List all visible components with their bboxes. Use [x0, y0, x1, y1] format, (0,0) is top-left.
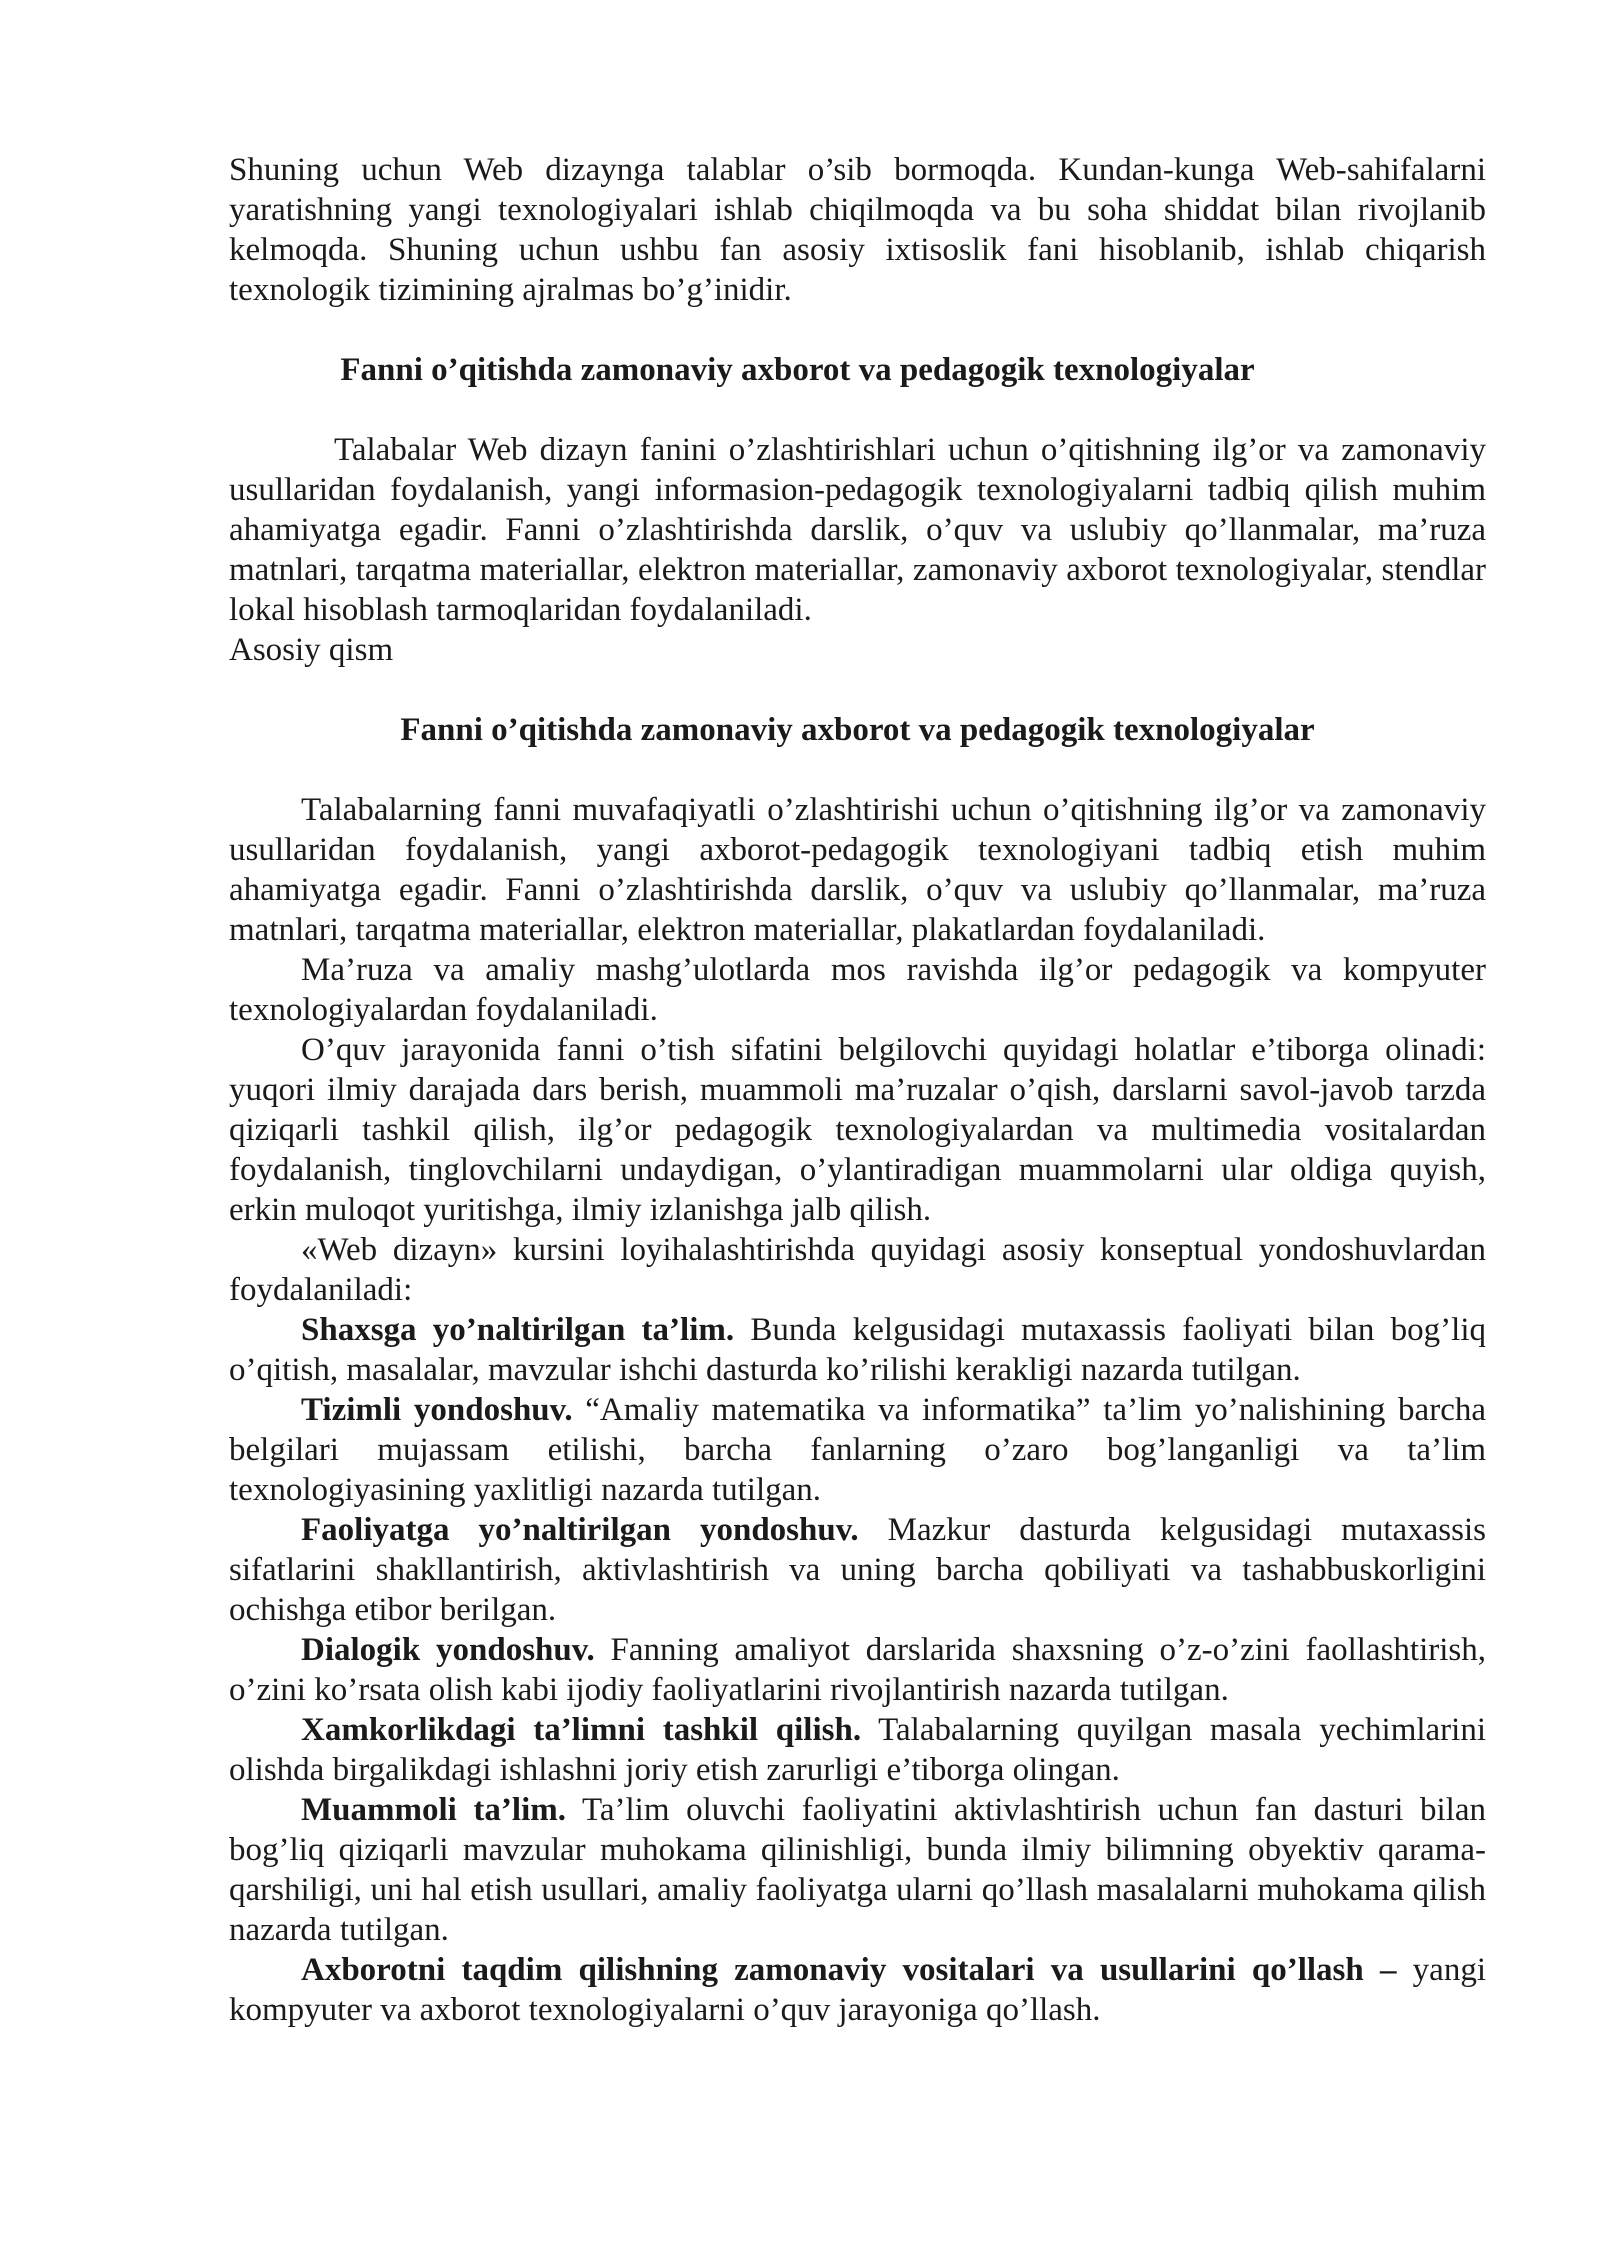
- document-page: [229, 150, 1486, 2030]
- approach-text: Fanning amaliyot darslarida shaxsning o’z-o’zini faollashtirish, o’zini ko’rsata olish kabi ijodiy faoliyatlarini rivojlantirish nazarda tutilgan.: [229, 1632, 1487, 1708]
- approach-term: Axborotni taqdim qilishning zamonaviy vositalari va usullarini qo’llash –: [301, 1952, 1397, 1988]
- section1-paragraph: Talabalar Web dizayn fanini o’zlashtirishlari uchun o’qitishning ilg’or va zamonaviy usullaridan foydalanish, yangi informasion-pedagogik texnologiyalarni tadbiq qilish muhim ahamiyatga egadir. Fanni o’zlashtirishda darslik, o’quv va uslubiy qo’llanmalar, ma’ruza matnlari, tarqatma materiallar, elektron materiallar, zamonaviy axborot texnologiyalar, stendlar lokal hisoblash tarmoqlaridan foydalaniladi.: [229, 432, 1486, 628]
- section-heading-2: Fanni o’qitishda zamonaviy axborot va pedagogik texnologiyalar: [400, 712, 1315, 748]
- approach-text: Bunda kelgusidagi mutaxassis faoliyati bilan bog’liq o’qitish, masalalar, mavzular ishchi dasturda ko’rilishi kerakligi nazarda tutilgan.: [229, 1312, 1486, 1388]
- approach-item: [229, 1390, 1486, 1510]
- approach-text: Mazkur dasturda kelgusidagi mutaxassis sifatlarini shakllantirish, aktivlashtirish va uning barcha qobiliyati va tashabbuskorligini ochishga etibor berilgan.: [229, 1512, 1486, 1628]
- approach-item: [229, 1950, 1486, 2030]
- approach-item: [229, 1790, 1486, 1950]
- approach-term: Xamkorlikdagi ta’limni tashkil qilish.: [301, 1712, 862, 1748]
- section2-paragraph-2: Ma’ruza va amaliy mashg’ulotlarda mos ravishda ilg’or pedagogik va kompyuter texnologiyalardan foydalaniladi.: [229, 952, 1486, 1028]
- section-label-asosiy-qism: Asosiy qism: [229, 632, 394, 668]
- approach-text: “Amaliy matematika va informatika” ta’lim yo’nalishining barcha belgilari mujassam etilishi, barcha fanlarning o’zaro bog’langanligi va ta’lim texnologiyasining yaxlitligi nazarda tutilgan.: [229, 1392, 1486, 1508]
- approach-term: Shaxsga yo’naltirilgan ta’lim.: [301, 1312, 735, 1348]
- approach-text: Talabalarning quyilgan masala yechimlarini olishda birgalikdagi ishlashni joriy etish zarurligi e’tiborga olingan.: [229, 1712, 1486, 1788]
- section2-paragraph-3: O’quv jarayonida fanni o’tish sifatini belgilovchi quyidagi holatlar e’tiborga olinadi: yuqori ilmiy darajada dars berish, muammoli ma’ruzalar o’qish, darslarni savol-javob tarzda qiziqarli tashkil qilish, ilg’or pedagogik texnologiyalardan va multimedia vositalardan foydalanish, tinglovchilarni undaydigan, o’ylantiradigan muammolarni ular oldiga quyish, erkin muloqot yuritishga, ilmiy izlanishga jalb qilish.: [229, 1032, 1486, 1228]
- approach-term: Faoliyatga yo’naltirilgan yondoshuv.: [301, 1512, 859, 1548]
- section2-paragraph-1: Talabalarning fanni muvafaqiyatli o’zlashtirishi uchun o’qitishning ilg’or va zamonaviy usullaridan foydalanish, yangi axborot-pedagogik texnologiyani tadbiq etish muhim ahamiyatga egadir. Fanni o’zlashtirishda darslik, o’quv va uslubiy qo’llanmalar, ma’ruza matnlari, tarqatma materiallar, elektron materiallar, plakatlardan foydalaniladi.: [229, 792, 1486, 948]
- section-heading-1: Fanni o’qitishda zamonaviy axborot va pedagogik texnologiyalar: [340, 352, 1255, 388]
- approach-text: Ta’lim oluvchi faoliyatini aktivlashtirish uchun fan dasturi bilan bog’liq qiziqarli mavzular muhokama qilinishligi, bunda ilmiy bilimning obyektiv qarama-qarshiligi, uni hal etish usullari, amaliy faoliyatga ularni qo’llash masalalarni muhokama qilish nazarda tutilgan.: [229, 1792, 1486, 1948]
- approach-text: yangi kompyuter va axborot texnologiyalarni o’quv jarayoniga qo’llash.: [229, 1952, 1486, 2028]
- approach-term: Muammoli ta’lim.: [301, 1792, 566, 1828]
- intro-paragraph: Shuning uchun Web dizaynga talablar o’sib bormoqda. Kundan-kunga Web-sahifalarni yaratishning yangi texnologiyalari ishlab chiqilmoqda va bu soha shiddat bilan rivojlanib kelmoqda. Shuning uchun ushbu fan asosiy ixtisoslik fani hisoblanib, ishlab chiqarish texnologik tizimining ajralmas bo’g’inidir.: [229, 152, 1486, 308]
- approach-item: [229, 1710, 1486, 1790]
- approach-term: Tizimli yondoshuv.: [301, 1392, 573, 1428]
- section2-paragraph-4: «Web dizayn» kursini loyihalashtirishda quyidagi asosiy konseptual yondoshuvlardan foydalaniladi:: [229, 1232, 1486, 1308]
- approach-item: [229, 1630, 1486, 1710]
- approach-item: [229, 1310, 1486, 1390]
- approach-term: Dialogik yondoshuv.: [301, 1632, 595, 1668]
- approach-item: [229, 1510, 1486, 1630]
